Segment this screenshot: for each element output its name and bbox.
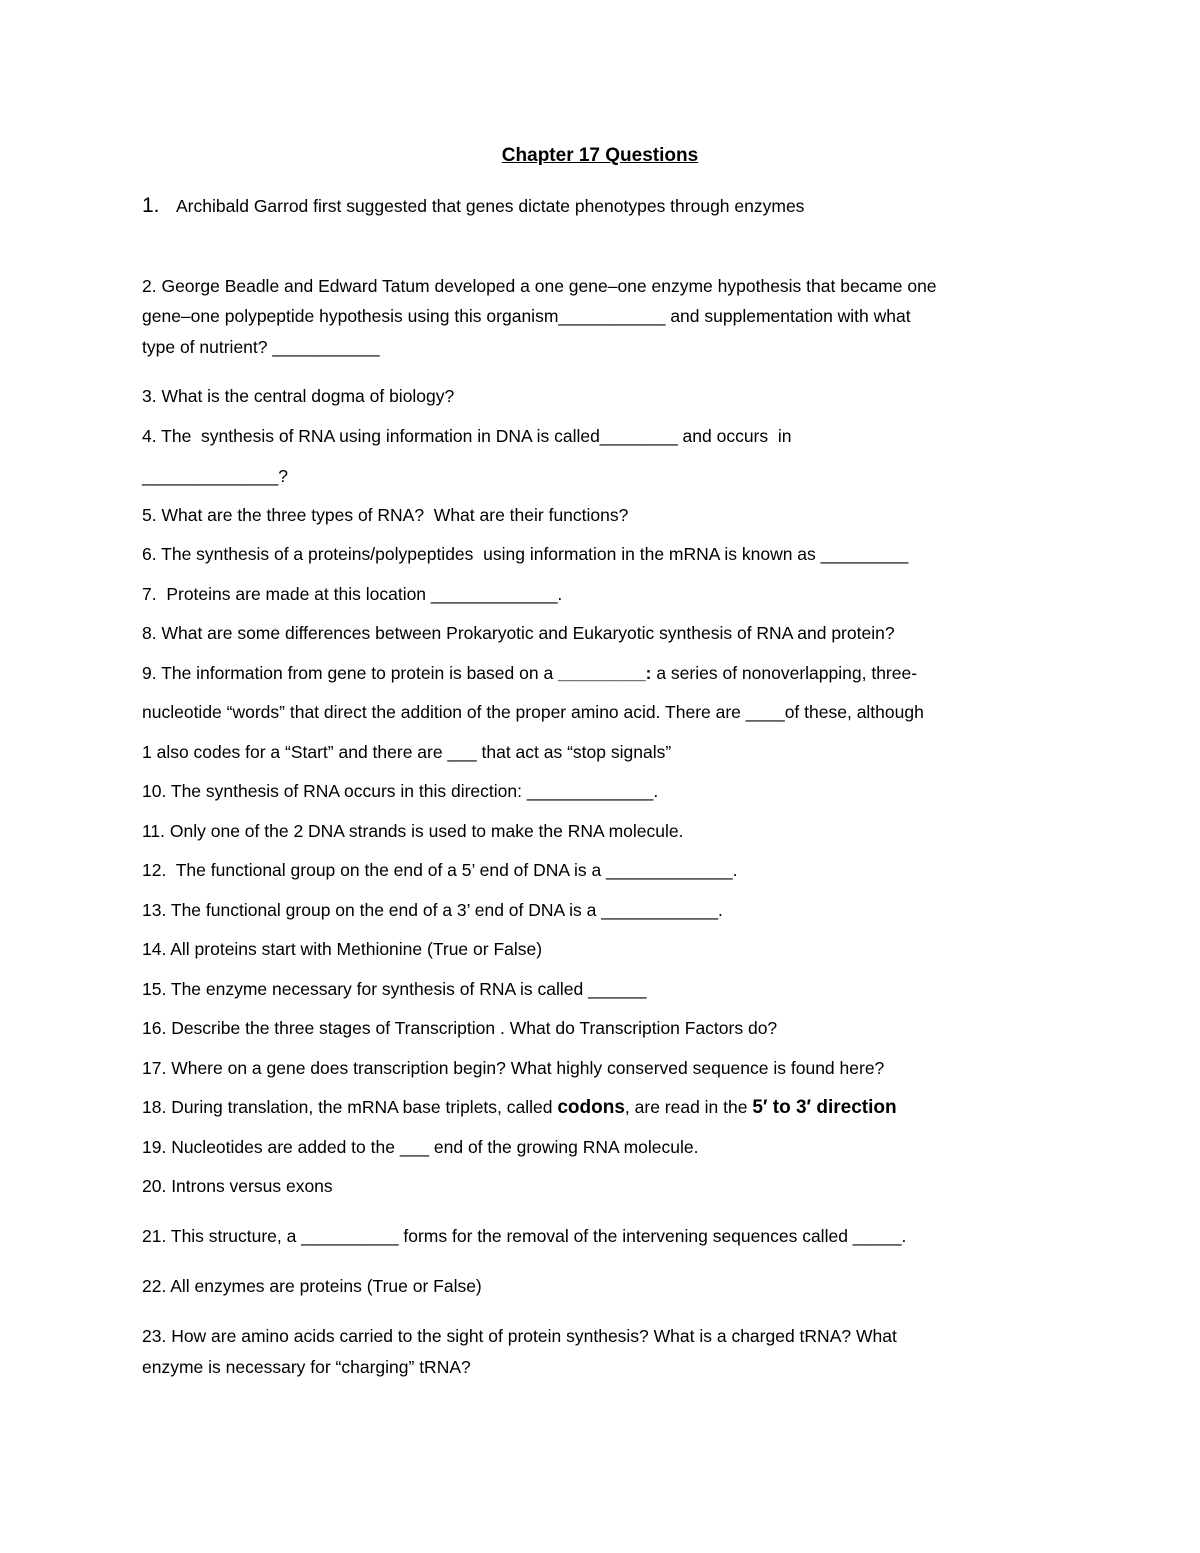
question-9-blank: _________: [558,663,652,683]
document-title: Chapter 17 Questions [501,145,699,166]
question-3: 3. What is the central dogma of biology? [142,386,455,406]
question-20: 20. Introns versus exons [142,1176,333,1196]
question-2-line-2: gene–one polypeptide hypothesis using this organism___________ and supplementation with what [142,306,911,326]
question-8: 8. What are some differences between Prokaryotic and Eukaryotic synthesis of RNA and protein? [142,623,895,643]
question-7: 7. Proteins are made at this location _____________. [142,584,563,604]
question-9-line-1 [142,658,1052,688]
question-1-text: Archibald Garrod first suggested that genes dictate phenotypes through enzymes [176,196,805,216]
question-18 [142,1092,1052,1123]
question-12: 12. The functional group on the end of a 5’ end of DNA is a _____________. [142,860,738,880]
question-23-line-2: enzyme is necessary for “charging” tRNA? [142,1357,471,1377]
question-14: 14. All proteins start with Methionine (True or False) [142,939,543,959]
question-1-number: 1. [142,194,160,217]
question-13: 13. The functional group on the end of a 3’ end of DNA is a ____________. [142,900,723,920]
question-2-line-1: 2. George Beadle and Edward Tatum developed a one gene–one enzyme hypothesis that became one [142,276,937,296]
question-23-line-1: 23. How are amino acids carried to the sight of protein synthesis? What is a charged tRNA? What [142,1326,897,1346]
question-10: 10. The synthesis of RNA occurs in this direction: _____________. [142,781,659,801]
question-2-line-3: type of nutrient? ___________ [142,337,380,357]
question-9-line-2: nucleotide “words” that direct the addition of the proper amino acid. There are ____of these, although [142,702,924,722]
question-18-direction: 5′ to 3′ direction [752,1097,897,1118]
question-19: 19. Nucleotides are added to the ___ end of the growing RNA molecule. [142,1137,699,1157]
question-18-text-a: 18. During translation, the mRNA base triplets, called [142,1097,558,1117]
question-4-line-1: 4. The synthesis of RNA using information in DNA is called________ and occurs in [142,426,792,446]
question-16: 16. Describe the three stages of Transcription . What do Transcription Factors do? [142,1018,778,1038]
question-18-codons: codons [557,1097,625,1118]
question-6: 6. The synthesis of a proteins/polypeptides using information in the mRNA is known as _________ [142,544,909,564]
question-9-text-a: 9. The information from gene to protein is based on a [142,663,559,683]
question-9-line-3: 1 also codes for a “Start” and there are ___ that act as “stop signals” [142,742,672,762]
question-18-text-b: , are read in the [624,1097,753,1117]
question-17: 17. Where on a gene does transcription begin? What highly conserved sequence is found here? [142,1058,885,1078]
question-1 [142,191,1052,221]
question-11: 11. Only one of the 2 DNA strands is used to make the RNA molecule. [142,821,684,841]
question-21: 21. This structure, a __________ forms for the removal of the intervening sequences called _____. [142,1226,907,1246]
question-15: 15. The enzyme necessary for synthesis of RNA is called ______ [142,979,647,999]
question-4-line-2: ______________? [142,466,288,486]
question-22: 22. All enzymes are proteins (True or False) [142,1276,482,1296]
question-9-text-b: a series of nonoverlapping, three- [651,663,918,683]
question-5: 5. What are the three types of RNA? What are their functions? [142,505,629,525]
